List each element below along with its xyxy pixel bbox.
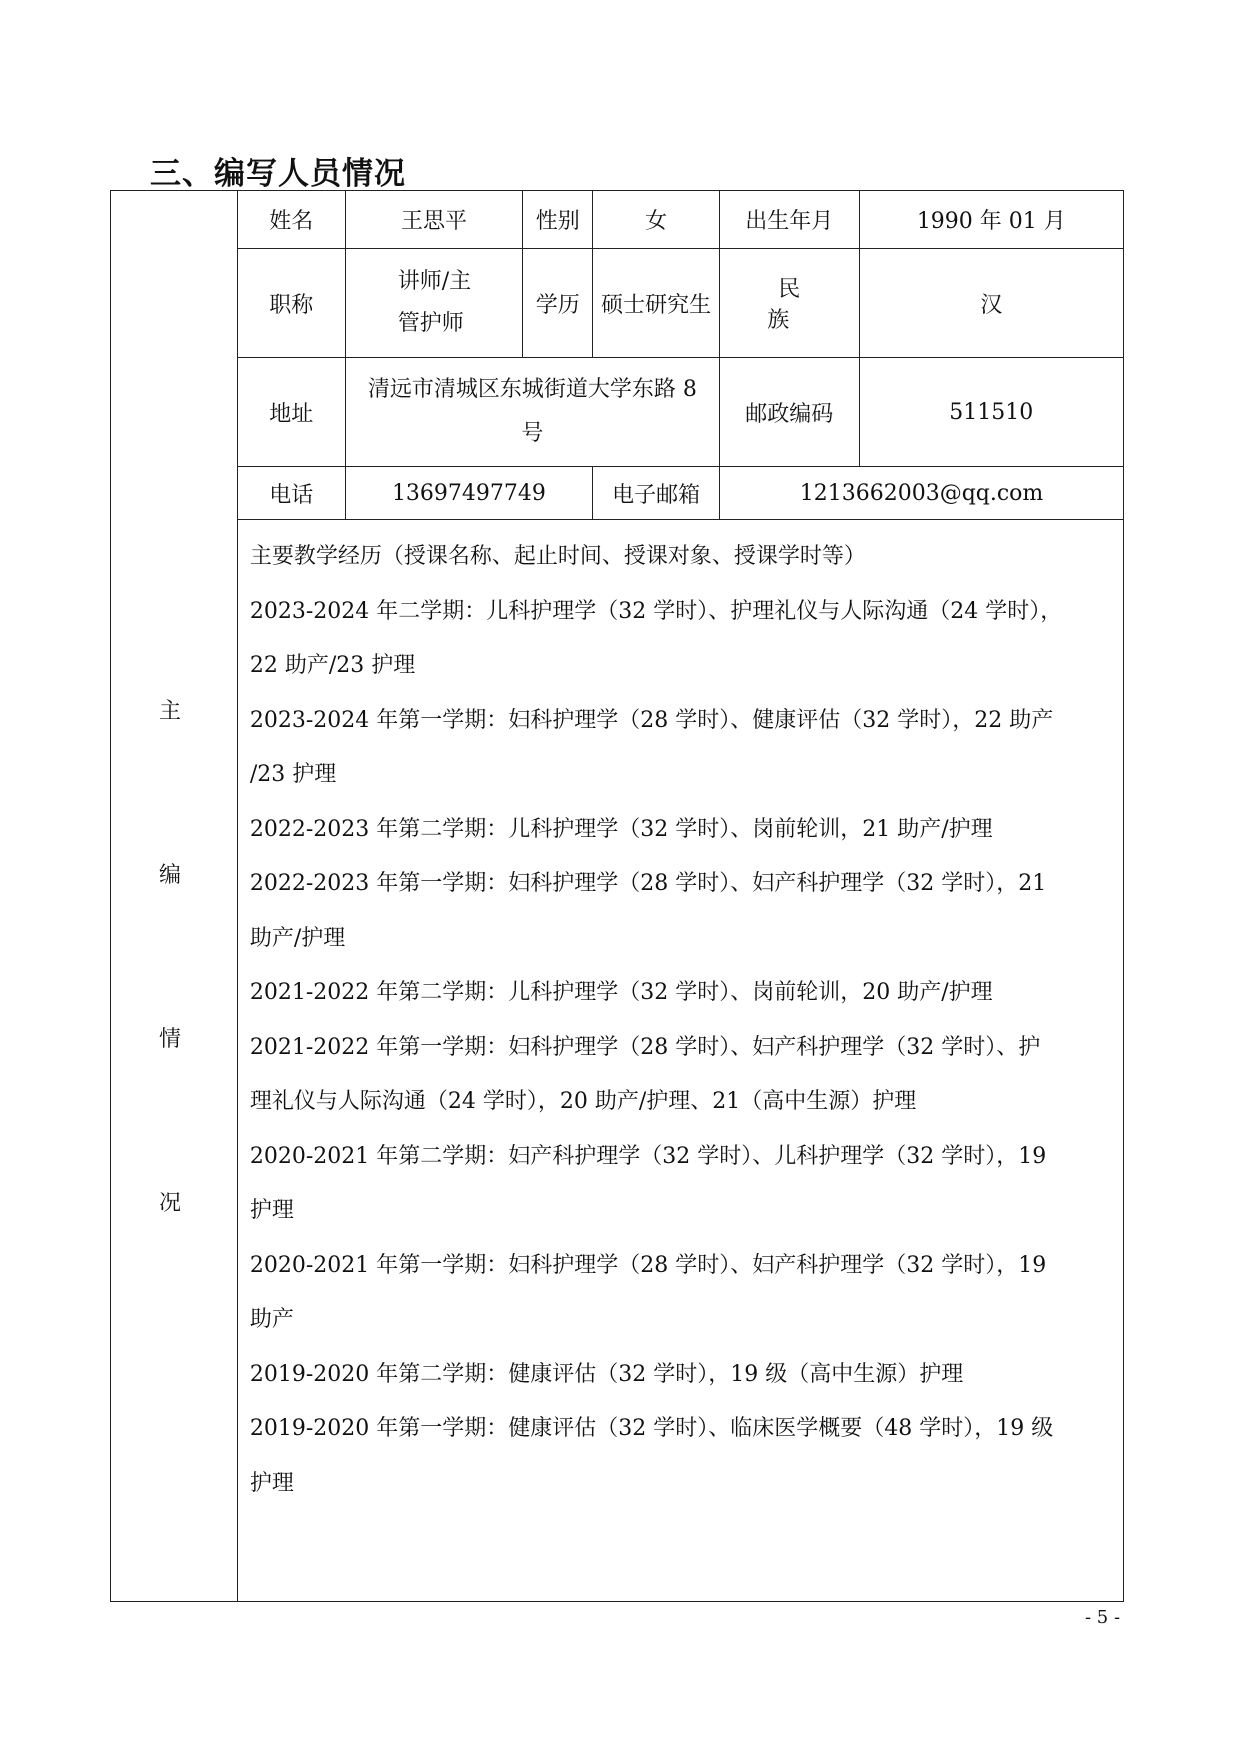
section-title: 三、编写人员情况 (150, 156, 406, 192)
teaching-line: 理礼仪与人际沟通（24 学时），20 助产/护理、21（高中生源）护理 (249, 1089, 917, 1114)
teaching-heading: 主要教学经历（授课名称、起止时间、授课对象、授课学时等） (249, 544, 866, 569)
teaching-line: 护理 (249, 1198, 294, 1223)
ethnicity-label (720, 249, 860, 358)
teaching-line: 2023-2024 年第一学期：妇科护理学（28 学时）、健康评估（32 学时），22 助产 (249, 707, 1054, 733)
birth-label: 出生年月 (720, 191, 860, 249)
postcode-label: 邮政编码 (720, 358, 860, 467)
teaching-lines (250, 585, 1123, 1512)
teaching-line: 2020-2021 年第二学期：妇产科护理学（32 学时）、儿科护理学（32 学时），19 (249, 1143, 1047, 1169)
email-label: 电子邮箱 (593, 467, 720, 520)
teaching-line: 2022-2023 年第二学期：儿科护理学（32 学时）、岗前轮训，21 助产/护理 (249, 816, 993, 842)
teaching-line: 2021-2022 年第一学期：妇科护理学（28 学时）、妇产科护理学（32 学时）、护 (249, 1034, 1041, 1060)
side-label-char: 编 (158, 863, 181, 888)
teaching-line: /23 护理 (249, 762, 337, 787)
ethnicity-label-text: 民 族 (767, 277, 823, 333)
teaching-line: 助产/护理 (249, 925, 346, 951)
side-label (110, 694, 230, 1350)
teaching-history (237, 520, 1123, 1602)
teaching-line: 2022-2023 年第一学期：妇科护理学（28 学时）、妇产科护理学（32 学时），21 (249, 871, 1047, 896)
teaching-line: 2020-2021 年第一学期：妇科护理学（28 学时）、妇产科护理学（32 学时），19 (249, 1252, 1047, 1278)
phone-value: 13697497749 (345, 467, 592, 520)
side-label-char: 况 (158, 1191, 181, 1216)
teaching-line: 2021-2022 年第二学期：儿科护理学（32 学时）、岗前轮训，20 助产/护理 (249, 980, 993, 1005)
teaching-line: 2019-2020 年第一学期：健康评估（32 学时）、临床医学概要（48 学时），19 级 (249, 1416, 1054, 1441)
teaching-line: 助产 (249, 1307, 294, 1332)
teaching-line: 22 助产/23 护理 (249, 653, 416, 678)
title-label: 职称 (237, 249, 345, 358)
side-label-char: 主 (158, 699, 181, 724)
birth-value: 1990 年 01 月 (859, 191, 1123, 249)
name-label: 姓名 (237, 191, 345, 249)
gender-label: 性别 (523, 191, 593, 249)
address-value-line2: 号 (521, 421, 544, 446)
teaching-line: 2019-2020 年第二学期：健康评估（32 学时），19 级（高中生源）护理 (249, 1361, 964, 1387)
address-value (345, 358, 719, 467)
title-value-line1: 讲师/主 (397, 269, 472, 294)
title-value-line2: 管护师 (397, 311, 464, 336)
name-value: 王思平 (345, 191, 523, 249)
education-value: 硕士研究生 (593, 249, 720, 358)
postcode-value: 511510 (859, 358, 1123, 467)
address-label: 地址 (237, 358, 345, 467)
author-info-table (110, 190, 1124, 1602)
teaching-line: 2023-2024 年二学期：儿科护理学（32 学时）、护理礼仪与人际沟通（24 学时）， (249, 598, 1063, 624)
teaching-line: 护理 (249, 1470, 294, 1496)
title-value (345, 249, 523, 358)
gender-value: 女 (593, 191, 720, 249)
page-number: - 5 - (1085, 1607, 1121, 1628)
ethnicity-value: 汉 (859, 249, 1123, 358)
education-label: 学历 (523, 249, 593, 358)
email-value: 1213662003@qq.com (720, 467, 1124, 520)
side-label-char: 情 (158, 1027, 181, 1052)
address-value-line1: 清远市清城区东城街道大学东路 8 (367, 377, 697, 402)
phone-label: 电话 (237, 467, 345, 520)
